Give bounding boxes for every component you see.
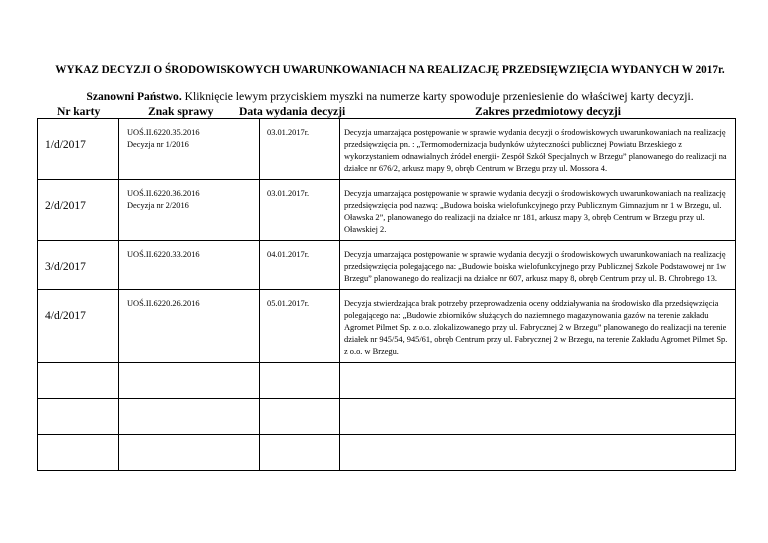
table-row	[38, 241, 736, 290]
empty-cell	[119, 363, 260, 399]
znak-sprawy	[119, 180, 259, 212]
nr-karty-link[interactable]: 2/d/2017	[45, 200, 86, 212]
empty-table-row	[38, 399, 736, 435]
zakres-cell	[340, 119, 736, 180]
empty-cell	[260, 399, 340, 435]
znak-sprawy: UOŚ.II.6220.26.2016	[127, 299, 200, 308]
zakres-text: Decyzja stwierdzająca brak potrzeby przeprowadzenia oceny oddziaływania na środowisko dla przedsięwzięcia polegającego na: „Budowie zbiorników służących do naziemnego magazynowania gazów na terenie zakładu Agromet Pilmet Sp. z o.o. zlokalizowanego przy ul. Fabrycznej 2 w Brzegu” planowanego do realizacji na terenie działek nr 945/54, 945/61, obręb Centrum przy ul. Fabrycznej 2 w Brzegu, na terenie Zakładu Agromet Pilmet Sp. z o.o. w Brzegu.	[344, 299, 728, 356]
instruction-body: Kliknięcie lewym przyciskiem myszki na numerze karty spowoduje przeniesienie do właściwej karty decyzji.	[181, 90, 694, 103]
zakres-text: Decyzja umarzająca postępowanie w sprawie wydania decyzji o środowiskowych uwarunkowaniach na realizację przedsięwzięcia pn. : „Termomodernizacja budynków użyteczności publicznej Powiatu Brzeskiego z wykorzystaniem odnawialnych źródeł energii- Zespół Szkół Specjalnych w Brzegu” planowanego do realizacji na działce nr 676/2, arkusz mapy 9, obręb Centrum w Brzegu przy ul. Mossora 4.	[344, 128, 727, 173]
header-znak-sprawy: Znak sprawy	[148, 105, 214, 118]
zakres-text: Decyzja umarzająca postępowanie w sprawie wydania decyzji o środowiskowych uwarunkowaniach na realizację przedsięwzięcia pod nazwą: „Budowa boiska wielofunkcyjnego przy Publicznym Gimnazjum nr 1 w Brzegu, ul. Oławska 2”, planowanego do realizacji na działce nr 181, arkusz mapy 3, obręb Centrum w Brzegu przy ul. Oławskiej 2.	[344, 189, 726, 234]
data-wydania: 03.01.2017r.	[267, 128, 310, 137]
data-cell	[260, 119, 340, 180]
decyzja-nr: Decyzja nr 1/2016	[127, 140, 189, 149]
instruction-text	[30, 90, 750, 103]
znak-text: UOŚ.II.6220.36.2016	[127, 189, 200, 198]
data-wydania: 04.01.2017r.	[267, 250, 310, 259]
decisions-table	[37, 118, 736, 471]
empty-cell	[260, 363, 340, 399]
znak-sprawy-cell	[119, 241, 260, 290]
nr-karty-cell[interactable]	[38, 241, 119, 290]
nr-karty-cell[interactable]	[38, 180, 119, 241]
znak-sprawy-cell	[119, 119, 260, 180]
nr-karty-cell[interactable]	[38, 290, 119, 363]
empty-table-row	[38, 435, 736, 471]
znak-sprawy	[119, 119, 259, 151]
document-title: WYKAZ DECYZJI O ŚRODOWISKOWYCH UWARUNKOWANIACH NA REALIZACJĘ PRZEDSIĘWZIĘCIA WYDANYCH W 2017r.	[55, 64, 725, 76]
empty-cell	[38, 363, 119, 399]
header-zakres: Zakres przedmiotowy decyzji	[475, 105, 621, 118]
data-cell	[260, 180, 340, 241]
header-data-wydania: Data wydania decyzji	[239, 105, 346, 118]
nr-karty-link[interactable]: 4/d/2017	[45, 310, 86, 322]
empty-cell	[340, 435, 736, 471]
empty-table-row	[38, 363, 736, 399]
empty-cell	[119, 399, 260, 435]
data-wydania: 03.01.2017r.	[267, 189, 310, 198]
instruction-greeting: Szanowni Państwo.	[86, 90, 182, 103]
znak-sprawy-cell	[119, 290, 260, 363]
decyzja-nr: Decyzja nr 2/2016	[127, 201, 189, 210]
nr-karty-link[interactable]: 1/d/2017	[45, 139, 86, 151]
table-row	[38, 290, 736, 363]
empty-cell	[340, 399, 736, 435]
zakres-cell	[340, 241, 736, 290]
table-row	[38, 119, 736, 180]
table-row	[38, 180, 736, 241]
data-wydania: 05.01.2017r.	[267, 299, 310, 308]
header-nr-karty: Nr karty	[57, 105, 101, 118]
zakres-cell	[340, 290, 736, 363]
nr-karty-cell[interactable]	[38, 119, 119, 180]
zakres-cell	[340, 180, 736, 241]
data-cell	[260, 241, 340, 290]
zakres-text: Decyzja umarzająca postępowanie w sprawie wydania decyzji o środowiskowych uwarunkowaniach na realizację przedsięwzięcia polegającego na: „Budowie boiska wielofunkcyjnego przy Publicznej Szkole Podstawowej nr 1w Brzegu” planowanego do realizacji na działce nr 607, arkusz mapy 8, obręb Centrum przy ul. B. Chrobrego 13.	[344, 250, 727, 283]
znak-text: UOŚ.II.6220.35.2016	[127, 128, 200, 137]
znak-sprawy-cell	[119, 180, 260, 241]
nr-karty-link[interactable]: 3/d/2017	[45, 261, 86, 273]
znak-sprawy: UOŚ.II.6220.33.2016	[127, 250, 200, 259]
empty-cell	[119, 435, 260, 471]
empty-cell	[38, 399, 119, 435]
empty-cell	[38, 435, 119, 471]
empty-cell	[260, 435, 340, 471]
data-cell	[260, 290, 340, 363]
empty-cell	[340, 363, 736, 399]
